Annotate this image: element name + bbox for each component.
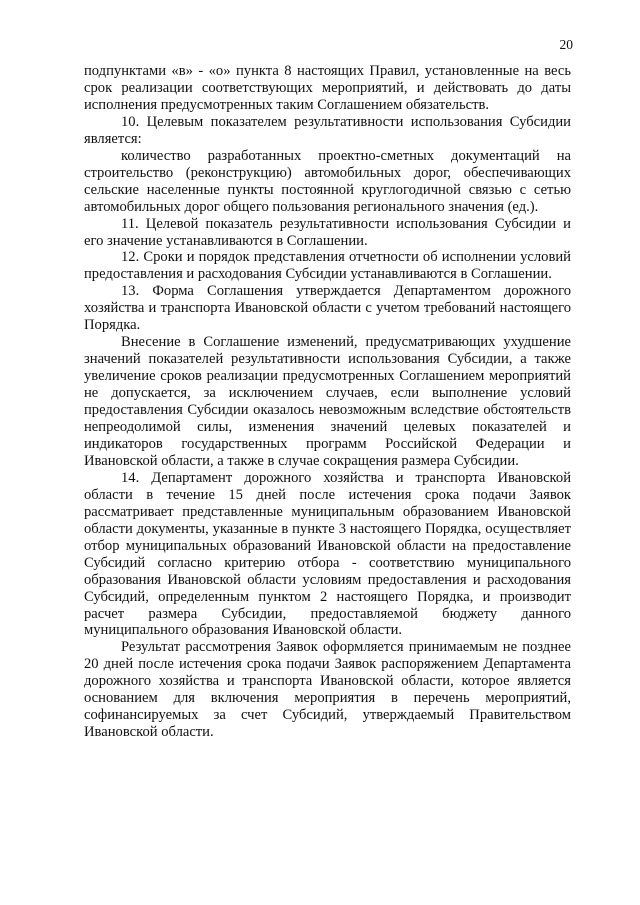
paragraph-item-11: 11. Целевой показатель результативности использования Субсидии и его значение устанавливаются в Соглашении. — [84, 215, 571, 249]
paragraph-continuation: подпунктами «в» - «о» пункта 8 настоящих Правил, установленные на весь срок реализации соответствующих мероприятий, и действовать до даты исполнения предусмотренных таким Соглашением обязательств. — [84, 63, 571, 113]
paragraph-review-result: Результат рассмотрения Заявок оформляется принимаемым не позднее 20 дней после истечения срока подачи Заявок распоряжением Департамента дорожного хозяйства и транспорта Ивановской области, которое является основанием для включения мероприятия в перечень мероприятий, софинансируемых за счет Субсидий, утверждаемый Правительством Ивановской области. — [84, 639, 571, 741]
paragraph-item-13: 13. Форма Соглашения утверждается Департаментом дорожного хозяйства и транспорта Ивановской области с учетом требований настоящего Порядка. — [84, 283, 571, 334]
paragraph-item-12: 12. Сроки и порядок представления отчетности об исполнении условий предоставления и расходования Субсидии устанавливаются в Соглашении. — [84, 249, 571, 283]
paragraph-item-10: 10. Целевым показателем результативности использования Субсидии является: — [84, 113, 571, 147]
document-body — [84, 63, 571, 741]
page-number: 20 — [559, 37, 573, 52]
paragraph-indicator-description: количество разработанных проектно-сметных документаций на строительство (реконструкцию) автомобильных дорог, обеспечивающих сельские населенные пункты постоянной круглогодичной связью с сетью автомобильных дорог общего пользования регионального значения (ед.). — [84, 147, 571, 215]
paragraph-item-14: 14. Департамент дорожного хозяйства и транспорта Ивановской области в течение 15 дней после истечения срока подачи Заявок рассматривает представленные муниципальным образованием Ивановской области документы, указанные в пункте 3 настоящего Порядка, осуществляет отбор муниципальных образований Ивановской области на предоставление Субсидий согласно критерию отбора - соответствию муниципального образования Ивановской области условиям предоставления и расходования Субсидий, определенным пунктом 2 настоящего Порядка, и производит расчет размера Субсидии, предоставляемой бюджету данного муниципального образования Ивановской области. — [84, 469, 571, 639]
paragraph-amendments: Внесение в Соглашение изменений, предусматривающих ухудшение значений показателей результативности использования Субсидии, а также увеличение сроков реализации предусмотренных Соглашением мероприятий не допускается, за исключением случаев, если выполнение условий предоставления Субсидии оказалось невозможным вследствие обстоятельств непреодолимой силы, изменения значений целевых показателей и индикаторов государственных программ Российской Федерации и Ивановской области, а также в случае сокращения размера Субсидии. — [84, 334, 571, 469]
